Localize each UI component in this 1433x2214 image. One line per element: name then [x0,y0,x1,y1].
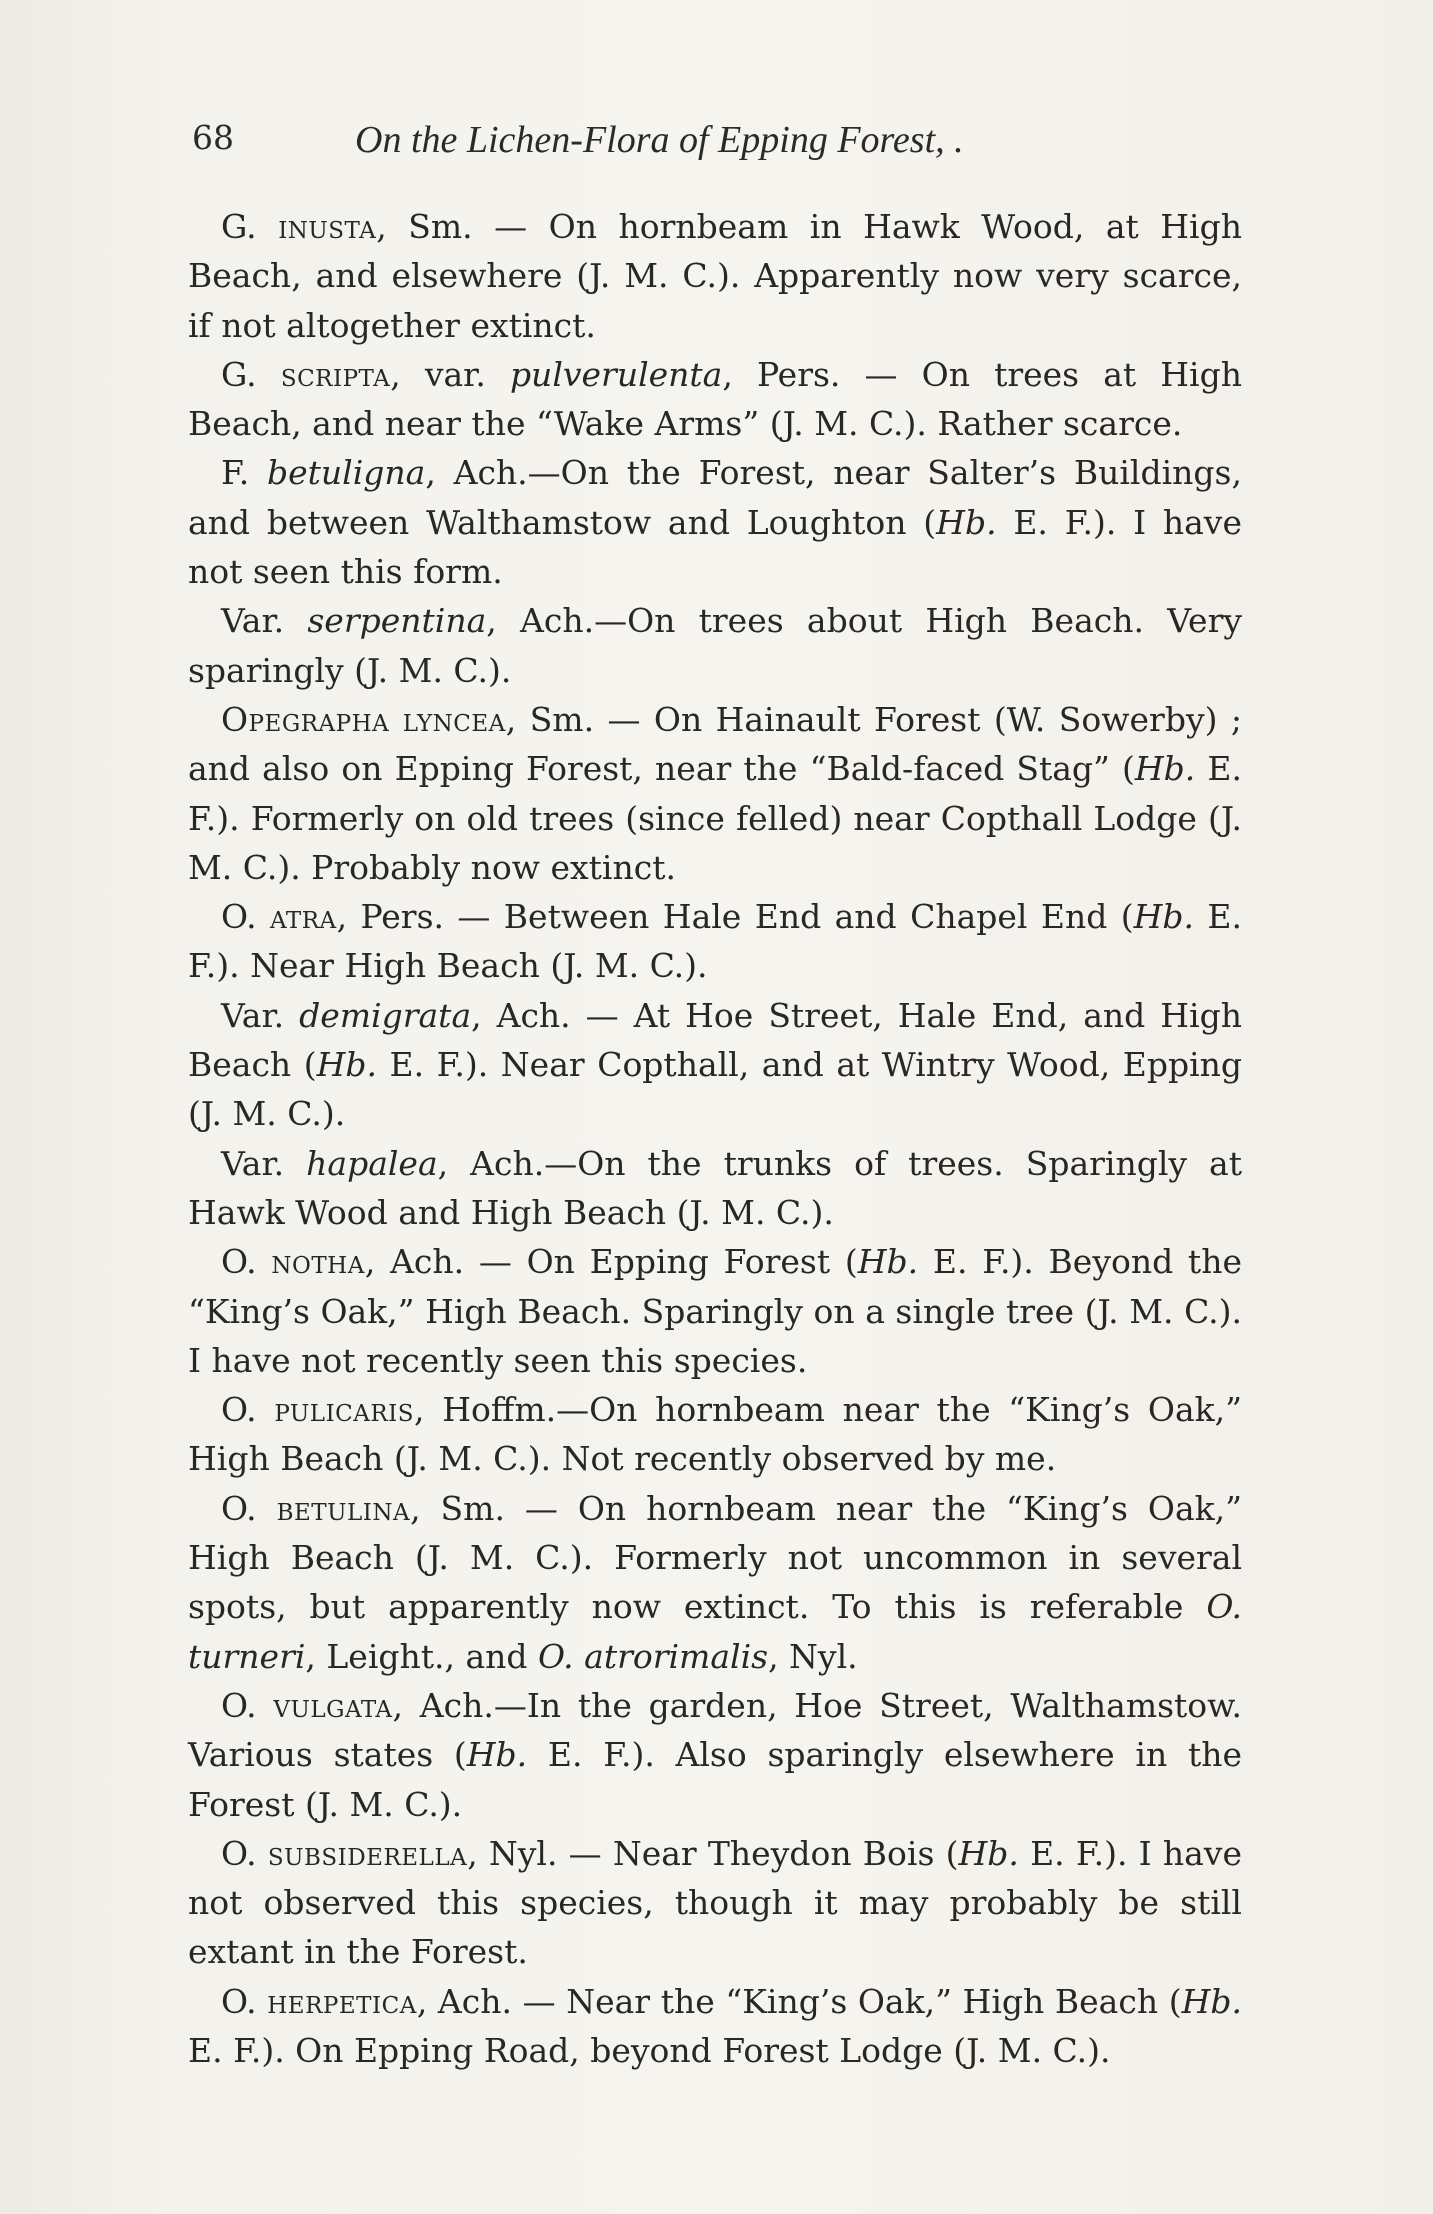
entry-opegrapha-herpetica: O. herpetica, Ach. — Near the “King’s Oak,” High Beach (Hb. E. F.). On Epping Road, beyond Forest Lodge (J. M. C.). [188,1981,1242,2070]
entry-var-hapalea: Var. hapalea, Ach.—On the trunks of trees. Sparingly at Hawk Wood and High Beach (J. M. C.). [188,1143,1242,1232]
entry-var-demigrata: Var. demigrata, Ach. — At Hoe Street, Hale End, and High Beach (Hb. E. F.). Near Copthall, and at Wintry Wood, Epping (J. M. C.). [188,995,1243,1134]
page-number: 68 [192,118,234,157]
entry-opegrapha-pulicaris: O. pulicaris, Hoffm.—On hornbeam near the “King’s Oak,” High Beach (J. M. C.). Not recently observed by me. [188,1390,1242,1479]
body-text [188,202,1242,2075]
entry-opegrapha-subsiderella: O. subsiderella, Nyl. — Near Theydon Bois (Hb. E. F.). I have not observed this species, though it may probably be still extant in the Forest. [188,1833,1242,1972]
entry-form-betuligna: F. betuligna, Ach.—On the Forest, near Salter’s Buildings, and between Walthamstow and Loughton (Hb. E. F.). I have not seen this form. [188,453,1242,592]
entry-opegrapha-vulgata: O. vulgata, Ach.—In the garden, Hoe Street, Walthamstow. Various states (Hb. E. F.). Also sparingly elsewhere in the Forest (J. M. C.). [188,1685,1243,1824]
entry-graphis-scripta: G. scripta, var. pulverulenta, Pers. — On trees at High Beach, and near the “Wake Arms” (J. M. C.). Rather scarce. [188,354,1242,444]
entry-var-serpentina: Var. serpentina, Ach.—On trees about High Beach. Very sparingly (J. M. C.). [188,601,1242,690]
running-title: On the Lichen-Flora of Epping Forest, . [355,119,964,161]
entry-opegrapha-betulina: O. betulina, Sm. — On hornbeam near the “King’s Oak,” High Beach (J. M. C.). Formerly not uncommon in several spots, but apparently now extinct. To this is referable O. turneri, Leight., and O. atrorimalis, Nyl. [188,1488,1242,1676]
entry-graphis-inusta: G. inusta, Sm. — On hornbeam in Hawk Wood, at High Beach, and elsewhere (J. M. C.). Apparently now very scarce, if not altogether extinct. [188,207,1242,345]
entry-opegrapha-notha: O. notha, Ach. — On Epping Forest (Hb. E. F.). Beyond the “King’s Oak,” High Beach. Sparingly on a single tree (J. M. C.). I have not recently seen this species. [188,1242,1242,1380]
page-header [0,118,1433,178]
entry-opegrapha-atra: O. atra, Pers. — Between Hale End and Chapel End (Hb. E. F.). Near High Beach (J. M. C.). [188,897,1242,986]
entry-opegrapha-lyncea: Opegrapha lyncea, Sm. — On Hainault Forest (W. Sowerby) ; and also on Epping Forest, near the “Bald-faced Stag” (Hb. E. F.). Formerly on old trees (since felled) near Copthall Lodge (J. M. C.). Probably now extinct. [188,699,1243,887]
